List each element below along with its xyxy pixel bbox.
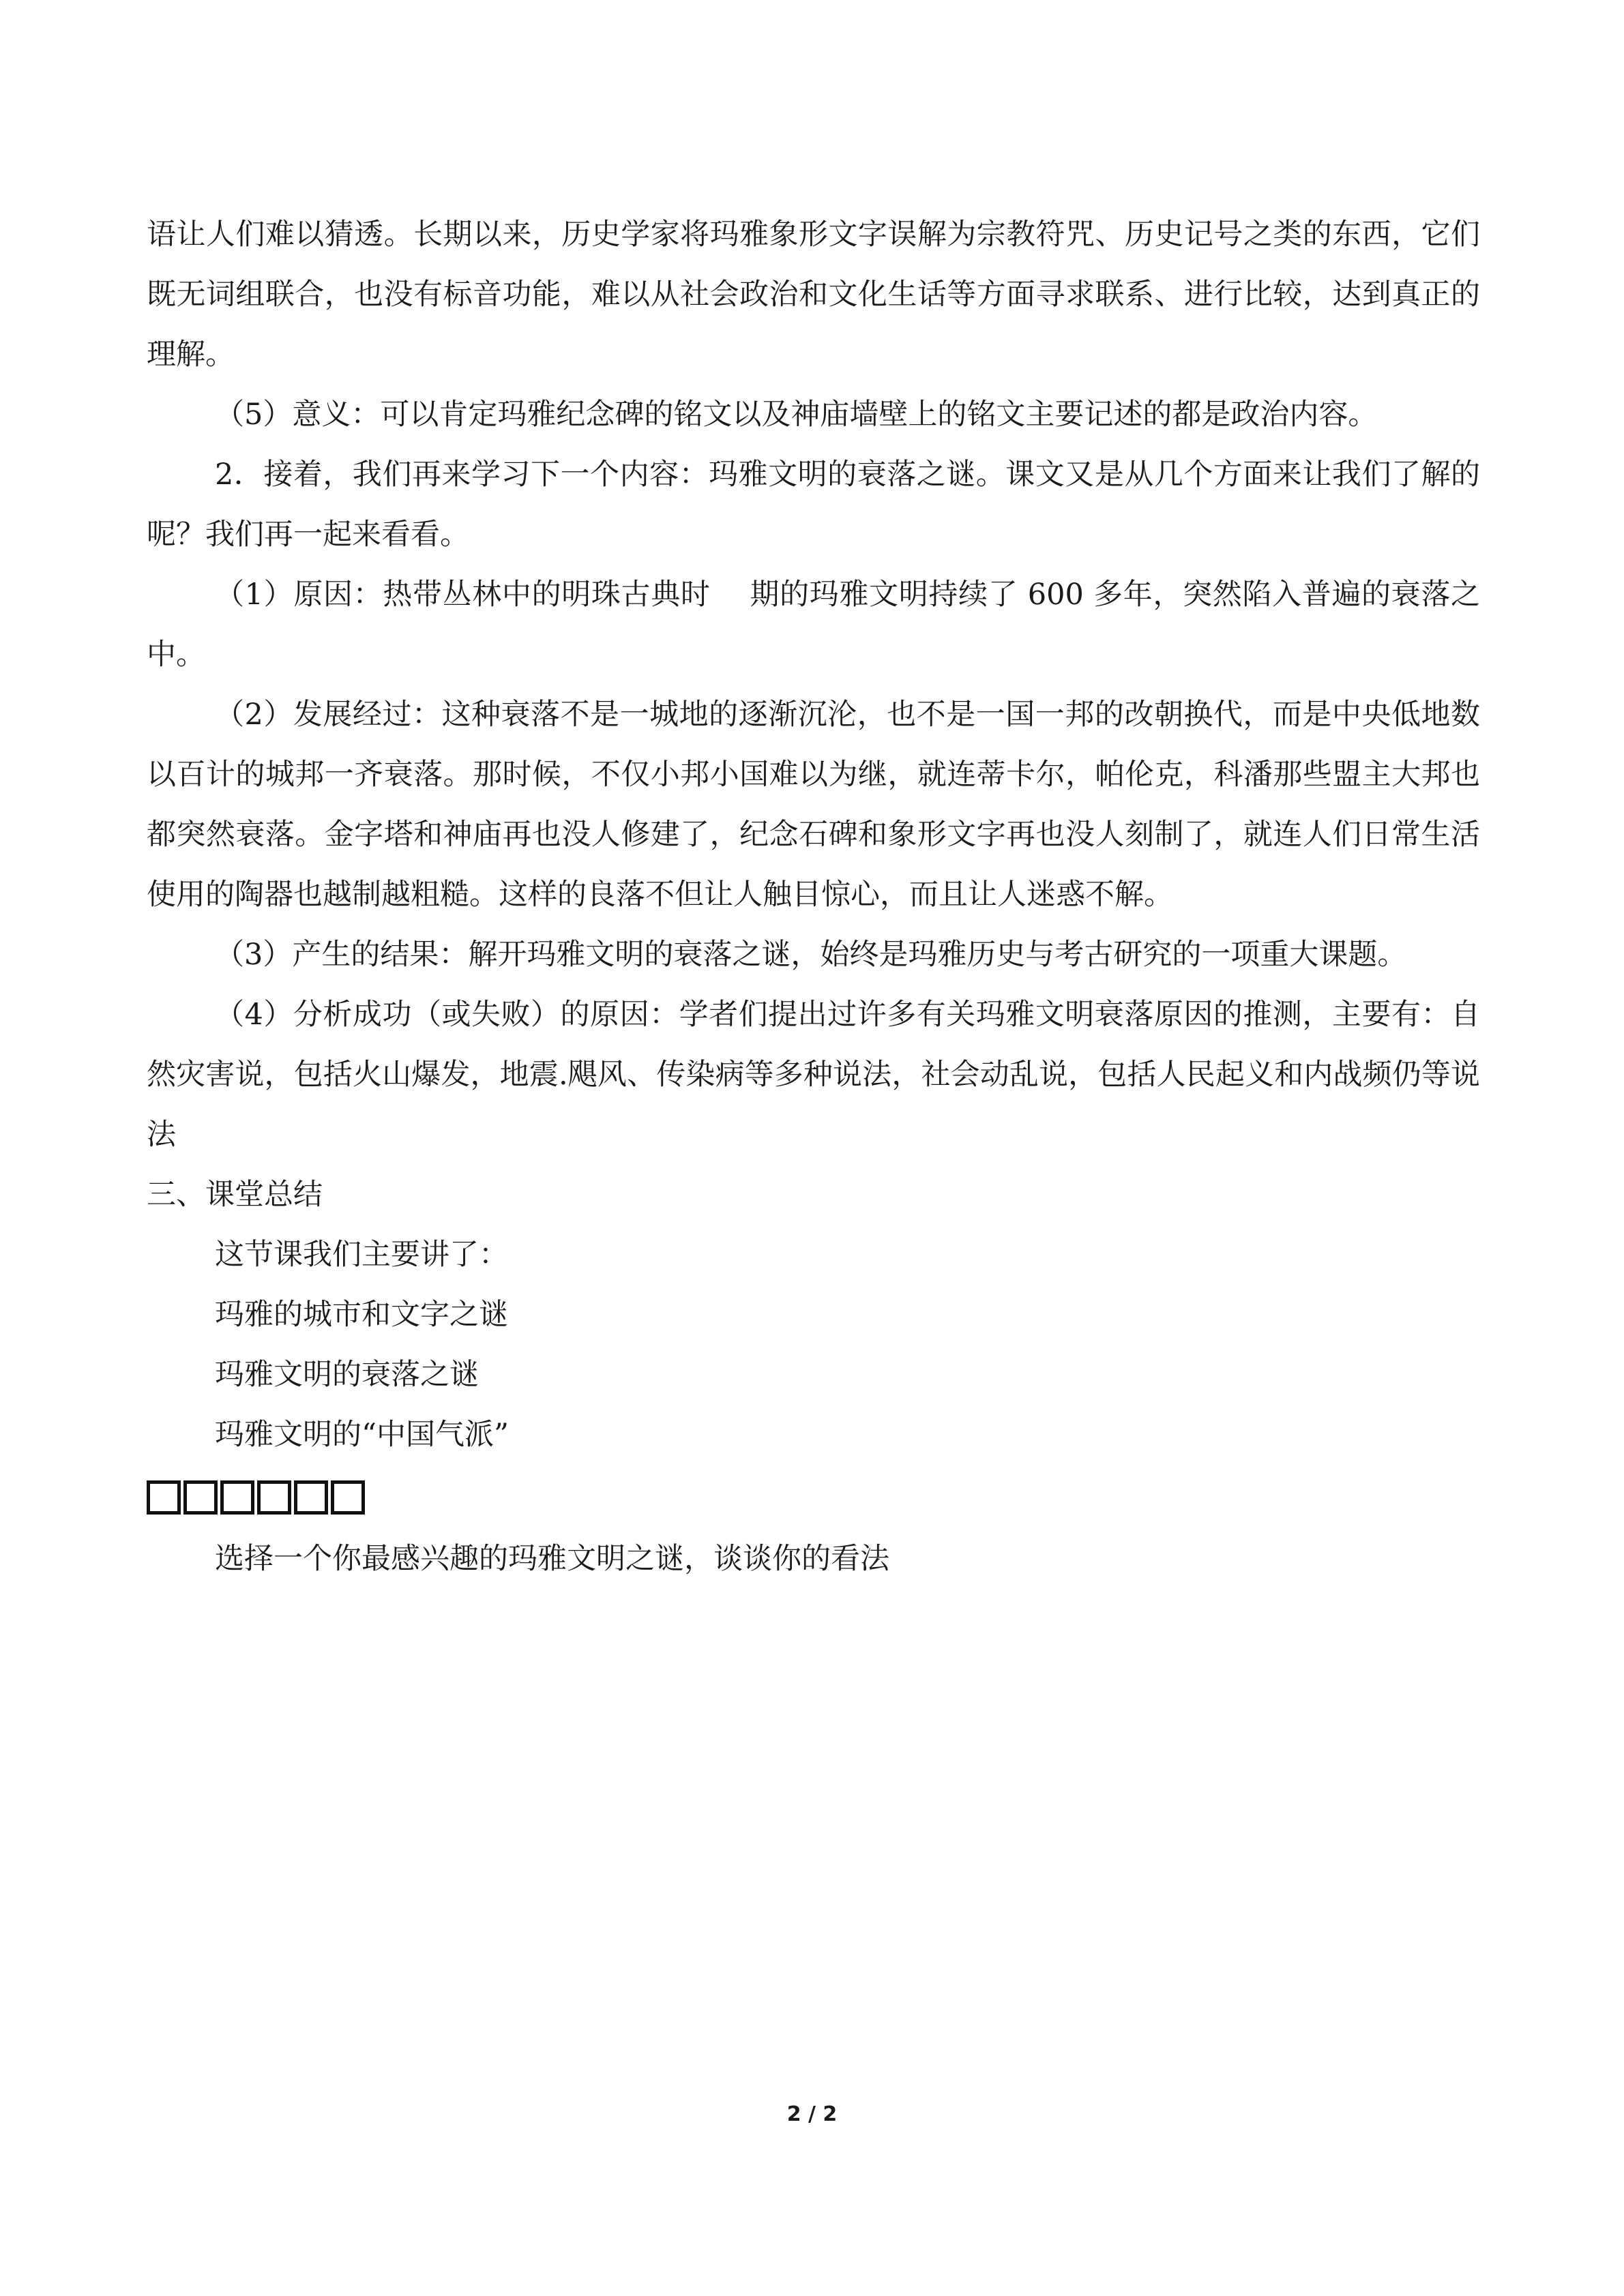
summary-intro: 这节课我们主要讲了： [215, 1238, 508, 1272]
paragraph-decline-intro: 2．接着，我们再来学习下一个内容：玛雅文明的衰落之谜。课文又是从几个方面来让我们了解的呢？我们再一起来看看。 [147, 458, 1480, 552]
summary-item: 玛雅文明的衰落之谜 [215, 1358, 479, 1392]
paragraph-cause: （1）原因：热带丛林中的明珠古典时 期的玛雅文明持续了 600 多年，突然陷入普遍的衰落之中。 [147, 578, 1480, 672]
document-body [147, 205, 1480, 1589]
paragraph-analysis: （4）分析成功（或失败）的原因：学者们提出过许多有关玛雅文明衰落原因的推测，主要有：自然灾害说，包括火山爆发，地震.飓风、传染病等多种说法，社会动乱说，包括人民起义和内战频仍等说法 [147, 998, 1480, 1152]
paragraph-writing-explanation: 语让人们难以猜透。长期以来，历史学家将玛雅象形文字误解为宗教符咒、历史记号之类的东西，它们既无词组联合，也没有标音功能，难以从社会政治和文化生话等方面寻求联系、进行比较，达到真正的理解。 [147, 218, 1480, 372]
missing-glyph-box-icon [147, 1480, 181, 1515]
missing-glyph-box-icon [220, 1480, 254, 1515]
paragraph-significance: （5）意义：可以肯定玛雅纪念碑的铭文以及神庙墙壁上的铭文主要记述的都是政治内容。 [215, 398, 1378, 432]
paragraph-development: （2）发展经过：这种衰落不是一城地的逐渐沉沦，也不是一国一邦的改朝换代，而是中央低地数以百计的城邦一齐衰落。那时候，不仅小邦小国难以为继，就连蒂卡尔，帕伦克，科潘那些盟主大邦也都突然衰落。金字塔和神庙再也没人修建了，纪念石碑和象形文字再也没人刻制了，就连人们日常生活使用的陶器也越制越粗糙。这样的良落不但让人触目惊心，而且让人迷惑不解。 [147, 698, 1480, 912]
homework-prompt: 选择一个你最感兴趣的玛雅文明之谜，谈谈你的看法 [215, 1542, 889, 1576]
missing-glyph-box-icon [257, 1480, 291, 1515]
page-number: 2 / 2 [786, 2102, 838, 2126]
section-title-summary: 三、课堂总结 [147, 1178, 323, 1212]
missing-glyph-box-icon [183, 1480, 218, 1515]
missing-glyph-heading [147, 1477, 1480, 1518]
summary-item: 玛雅文明的“中国气派” [215, 1418, 509, 1452]
missing-glyph-box-icon [331, 1480, 365, 1515]
missing-glyph-box-icon [294, 1480, 328, 1515]
paragraph-result: （3）产生的结果：解开玛雅文明的衰落之谜，始终是玛雅历史与考古研究的一项重大课题。 [215, 938, 1407, 972]
summary-item: 玛雅的城市和文字之谜 [215, 1298, 508, 1332]
